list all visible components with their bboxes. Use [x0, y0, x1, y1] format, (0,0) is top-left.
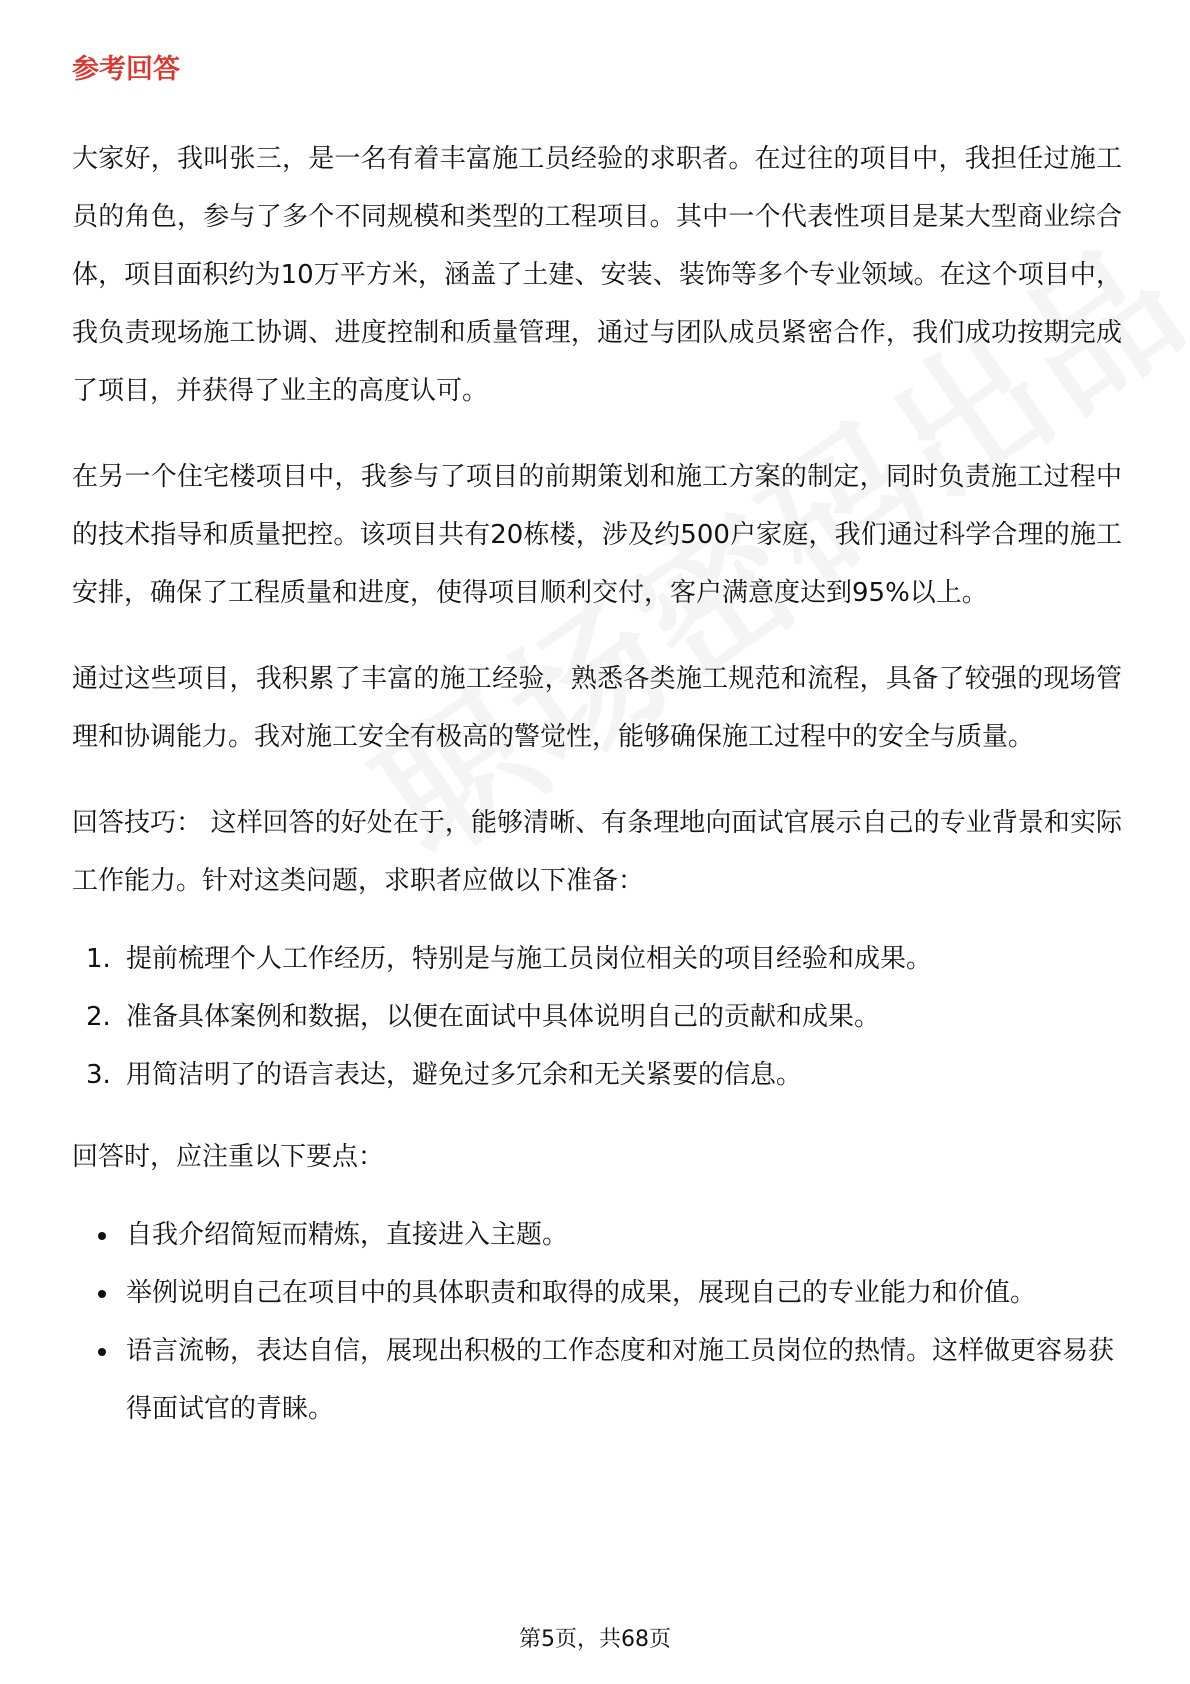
paragraph-intro: 大家好，我叫张三，是一名有着丰富施工员经验的求职者。在过往的项目中，我担任过施工员的角色，参与了多个不同规模和类型的工程项目。其中一个代表性项目是某大型商业综合体，项目面积约为10万平方米，涵盖了土建、安装、装饰等多个专业领域。在这个项目中，我负责现场施工协调、进度控制和质量管理，通过与团队成员紧密合作，我们成功按期完成了项目，并获得了业主的高度认可。: [72, 144, 1122, 406]
list-item-text: 用简洁明了的语言表达，避免过多冗余和无关紧要的信息。: [126, 1060, 803, 1090]
bullet-icon: [98, 1348, 106, 1356]
list-item: [72, 1322, 1122, 1438]
list-number: 2.: [86, 1002, 111, 1032]
page-number-footer: 第5页，共68页: [519, 1627, 671, 1652]
list-number: 3.: [86, 1060, 111, 1090]
list-item-text: 提前梳理个人工作经历，特别是与施工员岗位相关的项目经验和成果。: [126, 944, 933, 974]
paragraph-residential-project: 在另一个住宅楼项目中，我参与了项目的前期策划和施工方案的制定，同时负责施工过程中的技术指导和质量把控。该项目共有20栋楼，涉及约500户家庭，我们通过科学合理的施工安排，确保了工程质量和进度，使得项目顺利交付，客户满意度达到95%以上。: [72, 462, 1122, 608]
section-heading: 参考回答: [72, 54, 180, 85]
list-item: [72, 1206, 1122, 1264]
page-content: [72, 50, 1122, 1464]
list-item: [72, 1046, 1122, 1104]
list-item-text: 语言流畅，表达自信，展现出积极的工作态度和对施工员岗位的热情。这样做更容易获得面试官的青睐。: [126, 1336, 1115, 1424]
list-item: [72, 988, 1122, 1046]
key-points-list: [72, 1206, 1122, 1438]
paragraph-experience-summary: 通过这些项目，我积累了丰富的施工经验，熟悉各类施工规范和流程，具备了较强的现场管理和协调能力。我对施工安全有极高的警觉性，能够确保施工过程中的安全与质量。: [72, 664, 1122, 752]
bullet-icon: [98, 1290, 106, 1298]
bullet-icon: [98, 1232, 106, 1240]
list-number: 1.: [86, 944, 111, 974]
preparation-list: [72, 930, 1122, 1104]
list-item: [72, 1264, 1122, 1322]
list-item-text: 举例说明自己在项目中的具体职责和取得的成果，展现自己的专业能力和价值。: [126, 1278, 1037, 1308]
list-item-text: 自我介绍简短而精炼，直接进入主题。: [126, 1220, 569, 1250]
paragraph-points-intro: 回答时，应注重以下要点：: [72, 1142, 385, 1172]
list-item-text: 准备具体案例和数据，以便在面试中具体说明自己的贡献和成果。: [126, 1002, 881, 1032]
paragraph-answer-tips: 回答技巧： 这样回答的好处在于，能够清晰、有条理地向面试官展示自己的专业背景和实际工作能力。针对这类问题，求职者应做以下准备：: [72, 808, 1122, 896]
list-item: [72, 930, 1122, 988]
